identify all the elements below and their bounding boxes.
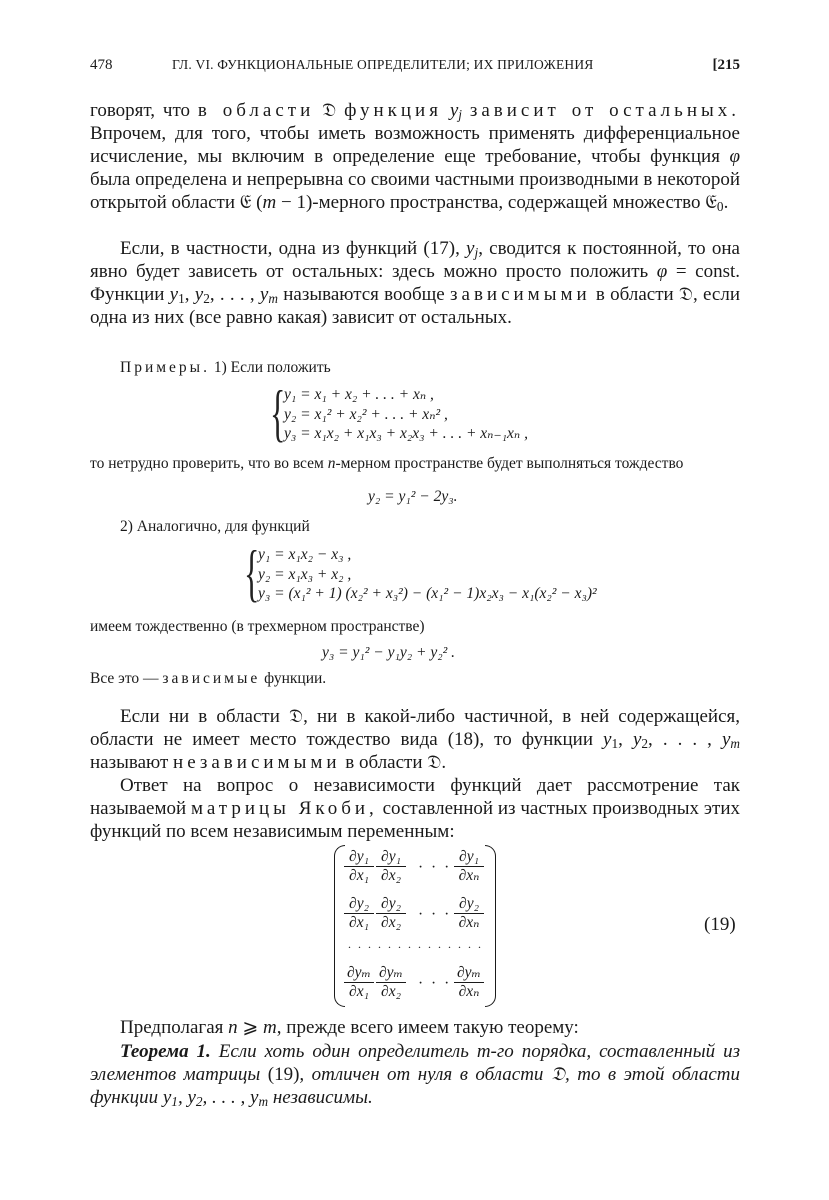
running-title: ГЛ. VI. ФУНКЦИОНАЛЬНЫЕ ОПРЕДЕЛИТЕЛИ; ИХ ПРИЛОЖЕНИЯ [172, 57, 594, 72]
matrix-entry: $\frac{\text{∂yₘ}}{\text{∂x₂}}$ [376, 964, 406, 1001]
paragraph-3: Если ни в области 𝔇, ни в какой-либо частичной, в ней содержащейся, области не имеет место тождество вида (18), то функции $y_1$, $y_2$, . . . , $y_m$ называют независимыми в области 𝔇. [90, 706, 741, 773]
examples-conclusion: Все это — зависимые функции. [90, 670, 327, 687]
system1-row-2: y₂ = x₁² + x₂² + . . . + xₙ² , [284, 405, 448, 423]
examples-intro: Примеры. 1) Если положить [120, 359, 331, 376]
matrix-entry: $\frac{\text{∂y₁}}{\text{∂x₁}}$ [344, 848, 374, 885]
example-2-text: имеем тождественно (в трехмерном пространстве) [90, 618, 425, 635]
identity-2: y₃ = y₁² − y₁y₂ + y₂² . [322, 644, 456, 661]
matrix-entry: $\frac{\text{∂y₂}}{\text{∂xₙ}}$ [454, 895, 484, 932]
running-header [90, 57, 740, 81]
system2-row-2: y₂ = x₁x₃ + x₂ , [258, 565, 352, 583]
right-paren [485, 845, 496, 1007]
matrix-entry: $\frac{\text{∂y₁}}{\text{∂xₙ}}$ [454, 848, 484, 885]
section-number: [215 [712, 57, 740, 73]
paragraph-5: Предполагая n ⩾ m, прежде всего имеем такую теорему: [120, 1017, 579, 1038]
system1-row-3: y₃ = x₁x₂ + x₁x₃ + x₂x₃ + . . . + xₙ₋₁xₙ , [284, 425, 528, 442]
system2-row-1: y₁ = x₁x₂ − x₃ , [258, 546, 352, 563]
matrix-hdots: · · · [418, 906, 452, 923]
paragraph-4: Ответ на вопрос о независимости функций дает рассмотрение так называемой матрицы Якоби, составленной из частных производных этих функций по всем независимым переменным: [90, 775, 740, 842]
matrix-entry: $\frac{\text{∂y₂}}{\text{∂x₂}}$ [376, 895, 406, 932]
theorem-1: Теорема 1. Если хоть один определитель m-го порядка, составленный из элементов матрицы (19), отличен от нуля в области 𝔇, то в этой области функции $y_1$, $y_2$, . . . , $y_m$ независимы. [90, 1041, 740, 1109]
paragraph-2: Если, в частности, одна из функций (17), $y_j$, сводится к постоянной, то она явно будет зависеть от остальных: здесь можно просто положить φ = const. Функции $y_1$, $y_2$, . . . , $y_m$ называются вообще зависимыми в области 𝔇, если одна из них (все равно какая) зависит от остальных. [90, 238, 741, 328]
left-brace: { [244, 537, 260, 608]
page-number: 478 [90, 57, 113, 73]
example-1-text: то нетрудно проверить, что во всем n-мерном пространстве будет выполняться тождество [90, 455, 684, 472]
jacobi-matrix [334, 845, 496, 1005]
paragraph-1: говорят, что в области 𝔇 функция $y_j$ зависит от остальных. Впрочем, для того, чтобы иметь возможность применять дифференциальное исчисление, мы включим в определение еще требование, чтобы функция φ была определена и непрерывна со своими частными производными в некоторой открытой области 𝔈 (m − 1)-мерного пространства, содержащей множество 𝔈$_0$. [90, 100, 741, 214]
example-2-intro: 2) Аналогично, для функций [120, 518, 310, 535]
matrix-hdots: · · · [418, 975, 452, 992]
left-brace: { [270, 377, 286, 448]
theorem-label: Теорема 1. [120, 1041, 211, 1062]
matrix-entry: $\frac{\text{∂yₘ}}{\text{∂x₁}}$ [344, 964, 374, 1001]
system1-row-1: y₁ = x₁ + x₂ + . . . + xₙ , [284, 386, 434, 403]
identity-1: y₂ = y₁² − 2y₃. [368, 488, 458, 505]
matrix-hdots: · · · [418, 859, 452, 876]
matrix-entry: $\frac{\text{∂yₘ}}{\text{∂xₙ}}$ [454, 964, 484, 1001]
system2-row-3: y₃ = (x₁² + 1) (x₂² + x₃²) − (x₁² − 1)x₂x₃ − x₁(x₂² − x₃)² [258, 585, 597, 602]
equation-number: (19) [704, 914, 736, 935]
matrix-row-dots: . . . . . . . . . . . . . . [348, 937, 483, 951]
equation-system-1 [270, 377, 590, 448]
equation-system-2 [244, 537, 604, 608]
matrix-entry: $\frac{\text{∂y₁}}{\text{∂x₂}}$ [376, 848, 406, 885]
matrix-entry: $\frac{\text{∂y₂}}{\text{∂x₁}}$ [344, 895, 374, 932]
